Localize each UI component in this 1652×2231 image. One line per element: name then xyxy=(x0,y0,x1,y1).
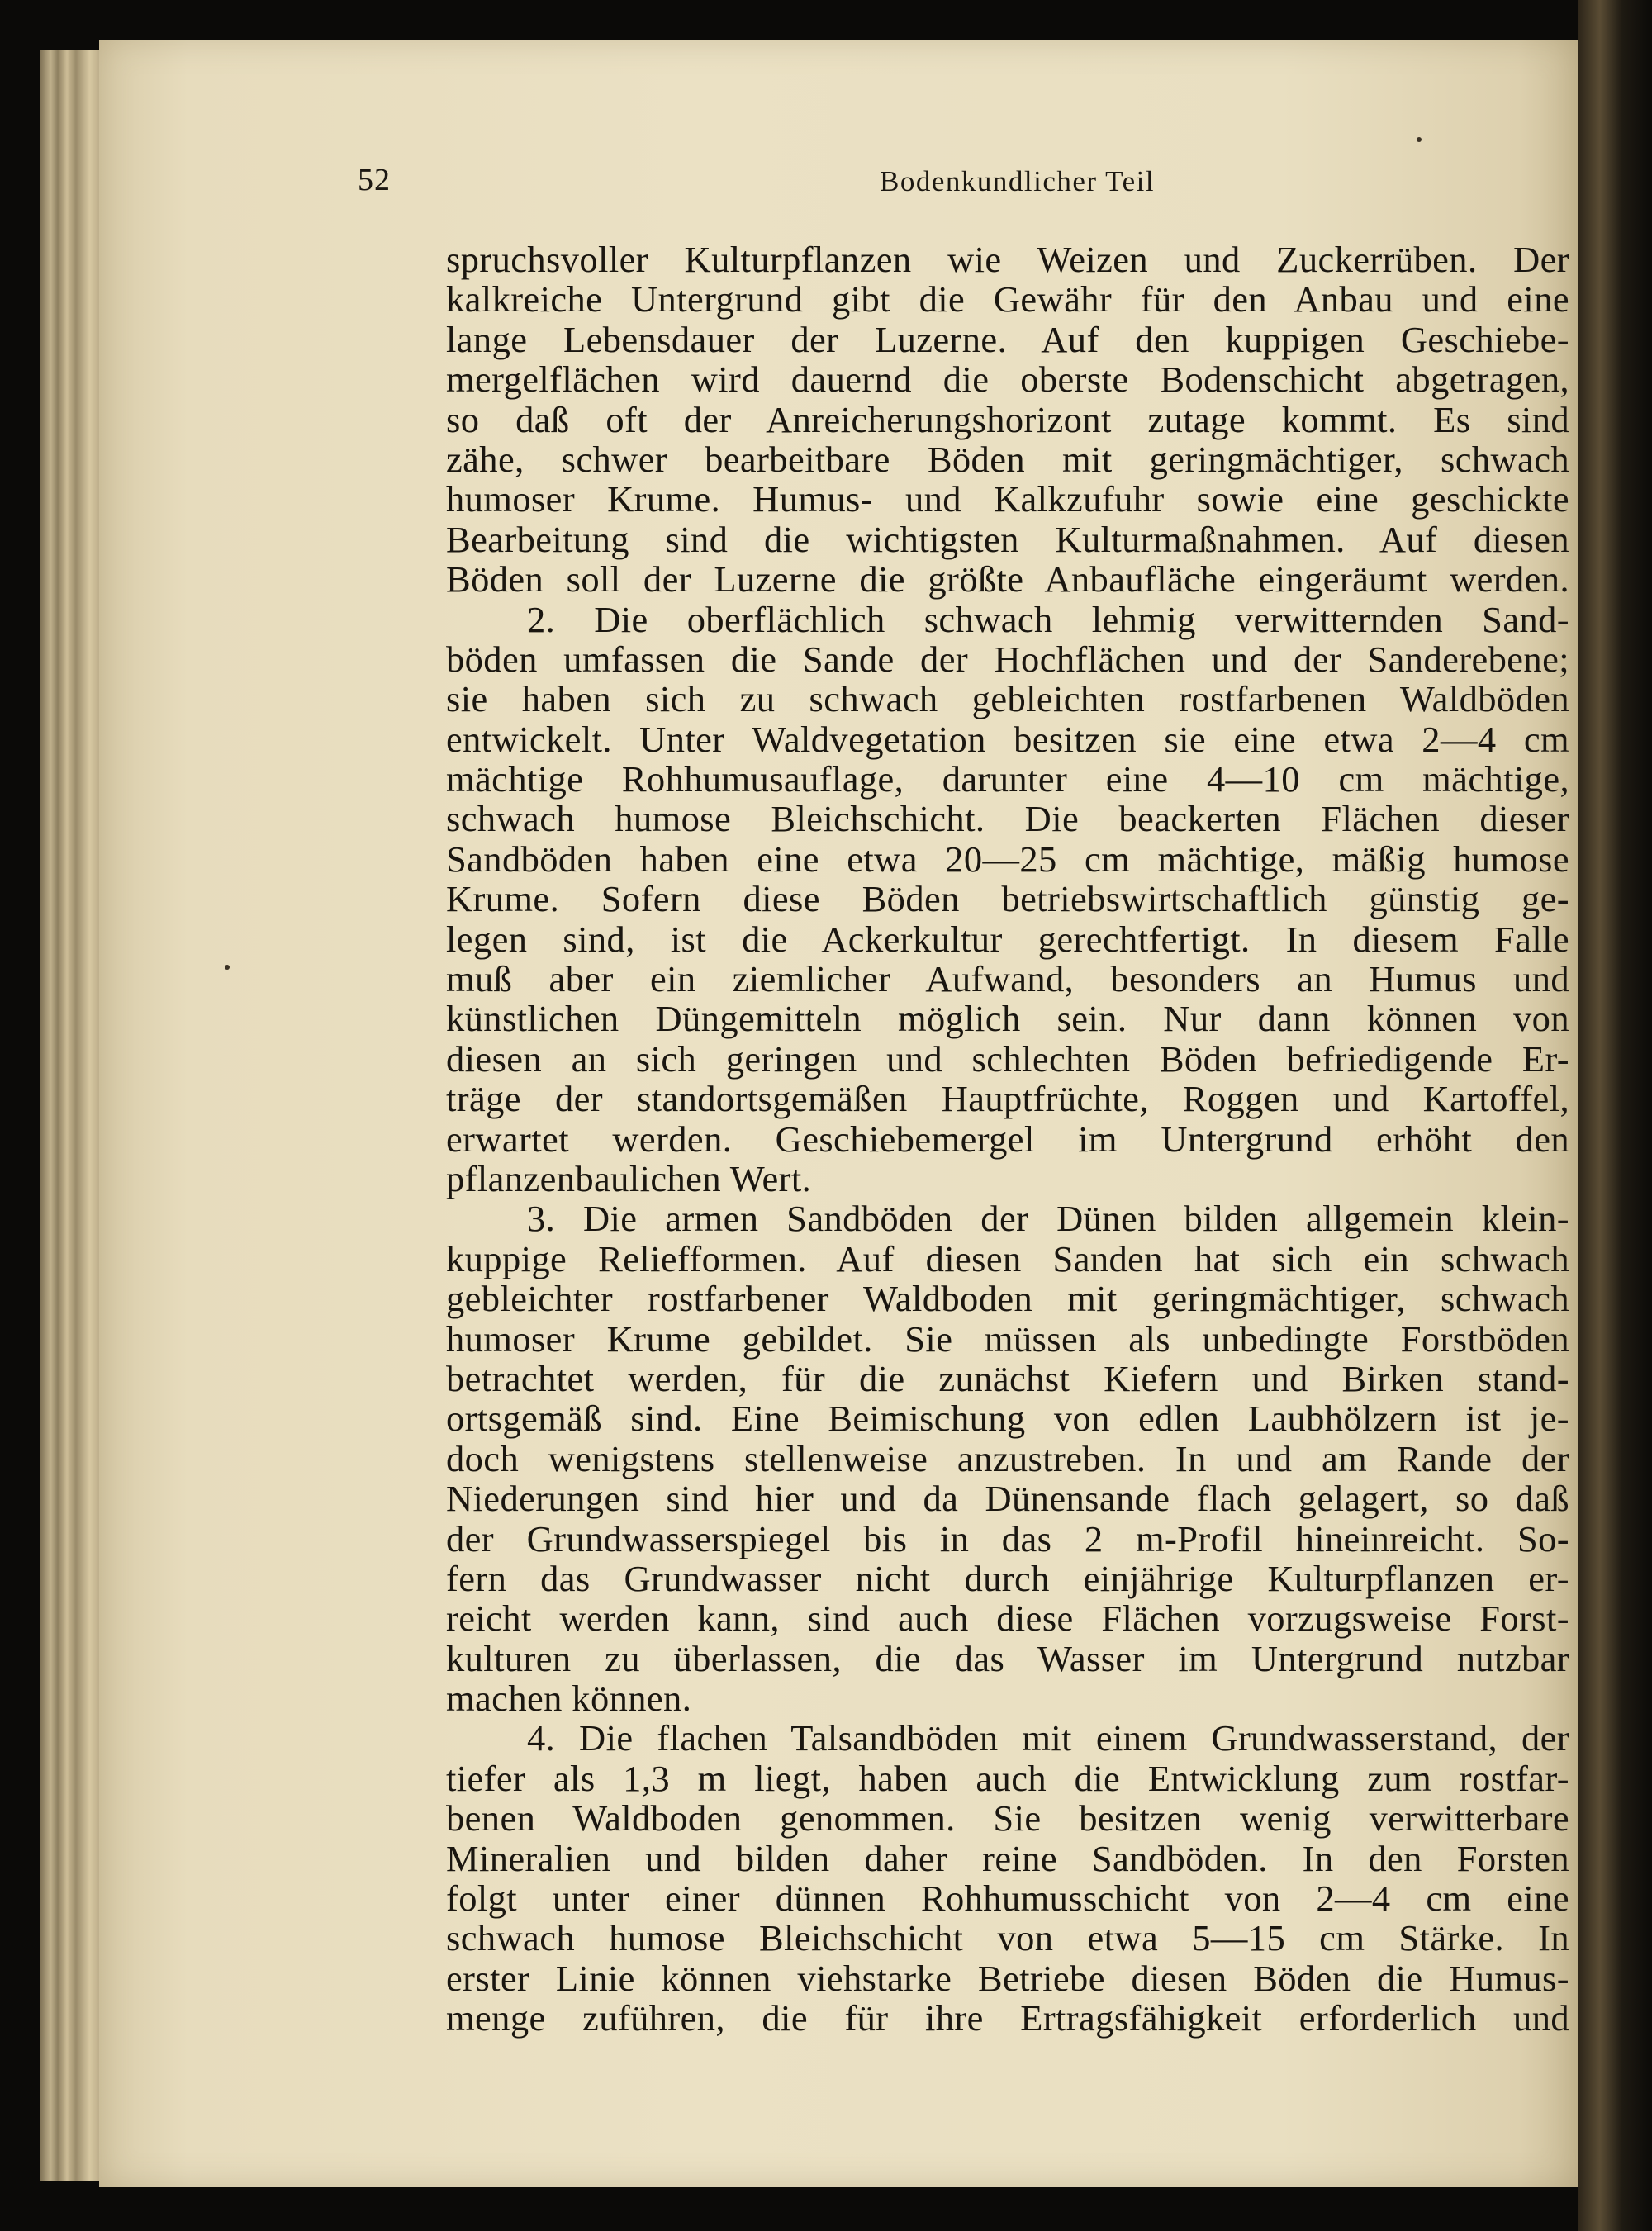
text-line: ortsgemäß sind. Eine Beimischung von edlen Laubhölzern ist je- xyxy=(446,1398,1569,1440)
page-header xyxy=(99,162,1578,211)
text-line: 2. Die oberflächlich schwach lehmig verwitternden Sand- xyxy=(527,598,1569,640)
text-line: doch wenigstens stellenweise anzustreben. In und am Rande der xyxy=(446,1437,1569,1479)
text-line: der Grundwasserspiegel bis in das 2 m-Profil hineinreicht. So- xyxy=(446,1517,1569,1559)
text-line: sie haben sich zu schwach gebleichten rostfarbenen Waldböden xyxy=(446,678,1569,720)
text-line: spruchsvoller Kulturpflanzen wie Weizen und Zuckerrüben. Der xyxy=(446,239,1569,280)
text-line: lange Lebensdauer der Luzerne. Auf den kuppigen Geschiebe- xyxy=(446,318,1569,360)
text-line: benen Waldboden genommen. Sie besitzen wenig verwitterbare xyxy=(446,1797,1569,1839)
text-line: machen können. xyxy=(446,1678,692,1720)
running-head: Bodenkundlicher Teil xyxy=(880,165,1156,197)
text-line: schwach humose Bleichschicht von etwa 5—15 cm Stärke. In xyxy=(446,1917,1569,1959)
book-binding-edge xyxy=(1578,0,1652,2231)
text-line: gebleichter rostfarbener Waldboden mit geringmächtiger, schwach xyxy=(446,1278,1569,1320)
text-line: diesen an sich geringen und schlechten Böden befriedigende Er- xyxy=(446,1037,1569,1080)
text-line: Böden soll der Luzerne die größte Anbaufläche eingeräumt werden. xyxy=(446,558,1569,600)
stray-mark xyxy=(225,965,230,970)
text-line: mächtige Rohhumusauflage, darunter eine 4—10 cm mächtige, xyxy=(446,758,1569,800)
text-line: künstlichen Düngemitteln möglich sein. Nur dann können von xyxy=(446,998,1569,1040)
text-line: kalkreiche Untergrund gibt die Gewähr für den Anbau und eine xyxy=(446,278,1569,320)
text-line: zähe, schwer bearbeitbare Böden mit geringmächtiger, schwach xyxy=(446,438,1569,480)
text-line: Mineralien und bilden daher reine Sandböden. In den Forsten xyxy=(446,1837,1569,1879)
text-line: kuppige Reliefformen. Auf diesen Sanden hat sich ein schwach xyxy=(446,1237,1569,1279)
stray-mark xyxy=(1417,137,1422,142)
text-line: Bearbeitung sind die wichtigsten Kulturmaßnahmen. Auf diesen xyxy=(446,518,1569,560)
text-line: legen sind, ist die Ackerkultur gerechtfertigt. In diesem Falle xyxy=(446,918,1569,960)
text-line: reicht werden kann, sind auch diese Flächen vorzugsweise Forst- xyxy=(446,1597,1569,1640)
text-line: böden umfassen die Sande der Hochflächen und der Sanderebene; xyxy=(446,638,1569,680)
text-line: schwach humose Bleichschicht. Die beackerten Flächen dieser xyxy=(446,798,1569,840)
text-line: 3. Die armen Sandböden der Dünen bilden allgemein klein- xyxy=(527,1198,1569,1240)
text-line: Niederungen sind hier und da Dünensande flach gelagert, so daß xyxy=(446,1478,1569,1520)
text-line: kulturen zu überlassen, die das Wasser im Untergrund nutzbar xyxy=(446,1637,1569,1679)
text-line: fern das Grundwasser nicht durch einjährige Kulturpflanzen er- xyxy=(446,1557,1569,1599)
text-line: pflanzenbaulichen Wert. xyxy=(446,1157,812,1199)
text-line: muß aber ein ziemlicher Aufwand, besonders an Humus und xyxy=(446,958,1569,1000)
text-line: entwickelt. Unter Waldvegetation besitzen sie eine etwa 2—4 cm xyxy=(446,718,1569,760)
body-text xyxy=(446,240,1569,2039)
text-line: folgt unter einer dünnen Rohhumusschicht von 2—4 cm eine xyxy=(446,1877,1569,1920)
text-line: 4. Die flachen Talsandböden mit einem Grundwasserstand, der xyxy=(527,1717,1569,1759)
text-line: Krume. Sofern diese Böden betriebswirtschaftlich günstig ge- xyxy=(446,878,1569,920)
text-line: so daß oft der Anreicherungshorizont zutage kommt. Es sind xyxy=(446,398,1569,440)
text-line: Sandböden haben eine etwa 20—25 cm mächtige, mäßig humose xyxy=(446,838,1569,880)
page-number: 52 xyxy=(358,163,391,197)
text-line: träge der standortsgemäßen Hauptfrüchte, Roggen und Kartoffel, xyxy=(446,1078,1569,1120)
book-page xyxy=(99,40,1578,2187)
text-line: erster Linie können viehstarke Betriebe diesen Böden die Humus- xyxy=(446,1957,1569,1999)
text-line: tiefer als 1,3 m liegt, haben auch die Entwicklung zum rostfar- xyxy=(446,1757,1569,1799)
text-line: betrachtet werden, für die zunächst Kiefern und Birken stand- xyxy=(446,1357,1569,1399)
text-line: menge zuführen, die für ihre Ertragsfähigkeit erforderlich und xyxy=(446,1997,1569,2039)
text-line: humoser Krume gebildet. Sie müssen als unbedingte Forstböden xyxy=(446,1317,1569,1360)
text-line: humoser Krume. Humus- und Kalkzufuhr sowie eine geschickte xyxy=(446,478,1569,520)
text-line: mergelflächen wird dauernd die oberste Bodenschicht abgetragen, xyxy=(446,358,1569,401)
text-line: erwartet werden. Geschiebemergel im Untergrund erhöht den xyxy=(446,1118,1569,1160)
